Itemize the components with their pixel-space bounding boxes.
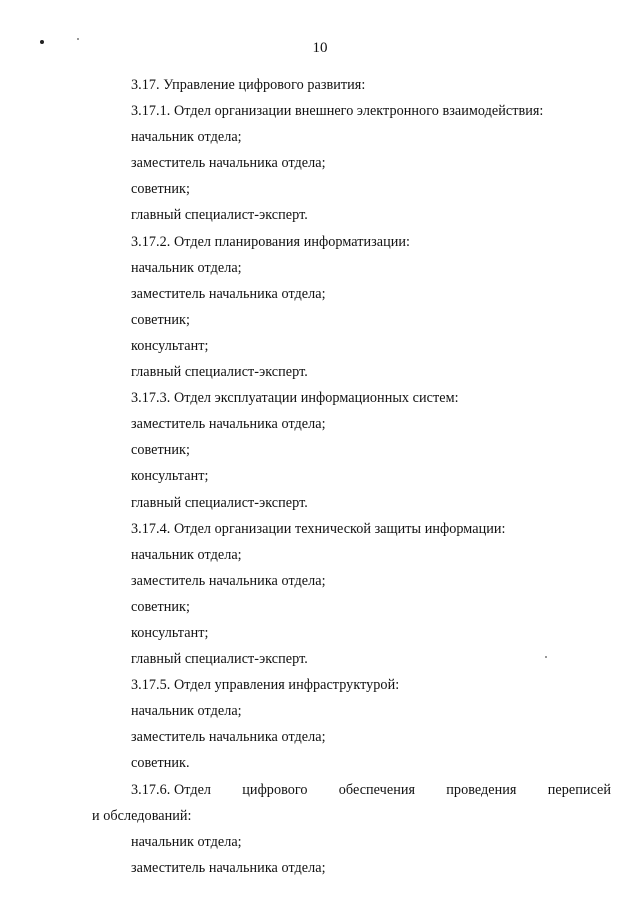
subsection-heading: 3.17.3. Отдел эксплуатации информационных систем:: [131, 390, 459, 407]
subsection-heading: 3.17.2. Отдел планирования информатизации:: [131, 233, 411, 250]
heading-word: цифрового: [242, 781, 308, 798]
position-item: начальник отдела;: [131, 546, 242, 563]
position-item: главный специалист-эксперт.: [131, 651, 308, 668]
position-item: заместитель начальника отдела;: [131, 155, 326, 172]
position-item: заместитель начальника отдела;: [131, 285, 326, 302]
subsection-heading: 3.17.4. Отдел организации технической защиты информации:: [131, 520, 506, 537]
heading-word: переписей: [547, 781, 611, 798]
heading-word: проведения: [446, 781, 517, 798]
position-item: заместитель начальника отдела;: [131, 416, 326, 433]
position-item: советник;: [131, 181, 190, 198]
position-item: начальник отдела;: [131, 703, 242, 720]
position-item: заместитель начальника отдела;: [131, 572, 326, 589]
section-heading: 3.17. Управление цифрового развития:: [131, 77, 366, 93]
position-item: главный специалист-эксперт.: [131, 364, 308, 381]
position-item: консультант;: [131, 337, 209, 354]
subsection-heading-justified: [0, 777, 640, 803]
heading-word: 3.17.6. Отдел: [131, 781, 212, 798]
document-body: [0, 72, 640, 881]
position-item: начальник отдела;: [131, 833, 242, 850]
heading-continuation: и обследований:: [92, 807, 192, 824]
position-item: консультант;: [131, 624, 209, 641]
heading-word: обеспечения: [338, 781, 416, 798]
position-item: советник;: [131, 311, 190, 328]
position-item: советник.: [131, 755, 190, 772]
position-item: начальник отдела;: [131, 259, 242, 276]
position-item: главный специалист-эксперт.: [131, 494, 308, 511]
position-item: советник;: [131, 442, 190, 459]
position-item: главный специалист-эксперт.: [131, 207, 308, 224]
position-item: консультант;: [131, 468, 209, 485]
position-item: начальник отдела;: [131, 129, 242, 146]
position-item: советник;: [131, 598, 190, 615]
page-number: 10: [312, 40, 328, 56]
subsection-heading: 3.17.5. Отдел управления инфраструктурой:: [131, 677, 400, 694]
position-item: заместитель начальника отдела;: [131, 859, 326, 876]
subsection-heading: 3.17.1. Отдел организации внешнего электронного взаимодействия:: [131, 103, 544, 120]
position-item: заместитель начальника отдела;: [131, 729, 326, 746]
